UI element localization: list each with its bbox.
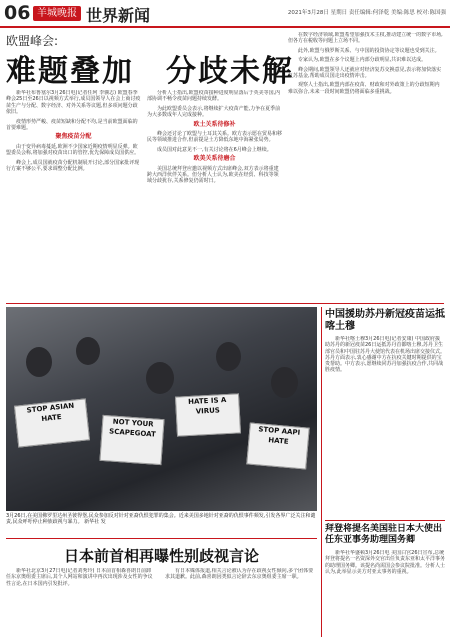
main-kicker: 欧盟峰会: bbox=[6, 34, 59, 48]
section-divider bbox=[6, 538, 317, 539]
article-subheading: 聚焦疫苗分配 bbox=[55, 133, 92, 141]
photo-caption: 3月26日,在美国佛罗里达州圣彼得堡,民众参加反对针对亚裔仇恨犯罪的集会。近来美国多地针对亚裔的仇恨事件频发,引发各界广泛关注和谴责,民众呼吁停止种族歧视与暴力。 新华社 发 bbox=[6, 513, 316, 526]
article-paragraph: 美国总统拜登应邀以视频方式出席峰会,双方表示将重建跨大西洋伙伴关系。但分析人士认为,欧美在经贸、科技等领域分歧犹存,关系修复仍需时日。 bbox=[147, 165, 279, 185]
crowd-figure bbox=[76, 337, 100, 365]
issue-date: 2021年3月28日 bbox=[287, 10, 329, 16]
article-paragraph: 观察人士指出,欧盟内部在疫苗、财政和对外政策上的分歧短期内难以弥合,未来一段时间欧盟仍将面临多重挑战。 bbox=[288, 82, 440, 95]
article-paragraph: 专家认为,欧盟在多个议题上内部分歧明显,共识难以达成。 bbox=[298, 57, 427, 64]
article-paragraph: 峰会还讨论了欧盟与土耳其关系。欧方表示愿在贸易和移民等领域推进合作,但前提是土方降低东地中海紧张局势。 bbox=[147, 131, 282, 144]
article-paragraph: 在数字经济领域,欧盟希望加强技术主权,推动建立统一的数字市场,但各方在税收等问题上立场不同。 bbox=[288, 32, 443, 45]
proofreader-credit: 校对:陈国强 bbox=[416, 10, 446, 16]
article-paragraph: 成员国对此意见不一,有关讨论将在6月峰会上继续。 bbox=[157, 146, 272, 153]
article-paragraph: 新华社喀土穆3月26日电(记者安康) 中国政府援助苏丹的新冠疫苗26日运抵苏丹首都喀土穆,苏丹卫生部官员和中国驻苏丹大使馆代表在机场出席交接仪式。苏丹方面表示,衷心感谢中方在抗疫关键时期提供的宝贵帮助。中方表示,愿继续同苏丹加强抗疫合作,共同战胜疫情。 bbox=[325, 336, 445, 374]
main-headline: 难题叠加 分歧未解 bbox=[6, 54, 294, 89]
article-paragraph: 峰会期间,欧盟领导人还就应对经济复苏交换意见,表示将加快落实复苏基金,帮助成员国走出疫情冲击。 bbox=[288, 66, 442, 80]
article-subheading: 欧美关系待磨合 bbox=[193, 155, 236, 163]
sudan-story-body bbox=[325, 336, 445, 516]
article-paragraph: 为此欧盟委员会表示,将继续扩大疫苗产能,力争在夏季前为大多数成年人完成接种。 bbox=[147, 105, 281, 119]
article-paragraph: 疫情形势严峻、疫苗短缺和分配不均,是当前欧盟面临的首要难题。 bbox=[6, 118, 138, 132]
protest-sign: HATE IS A VIRUS bbox=[175, 393, 241, 436]
japan-story-headline: 日本前首相再曝性别歧视言论 bbox=[63, 547, 259, 565]
article-subheading: 欧土关系待修补 bbox=[193, 120, 236, 128]
column-divider bbox=[321, 307, 322, 637]
protest-photo bbox=[6, 307, 317, 511]
us-japan-story-body bbox=[325, 550, 445, 636]
editor-credit: 责任编辑:何泽乾 bbox=[348, 10, 390, 16]
sudan-story-headline: 中国援助苏丹新冠疫苗运抵喀土穆 bbox=[325, 309, 445, 332]
page-number: 06 bbox=[4, 2, 31, 24]
article-paragraph: 新华社北京3月27日电(记者刘秀玲) 日本前首相森喜朗日前卸任东京奥组委主席后,其个人网站和演讲中再次出现涉及女性的争议性言论,在日本国内引发批评。 bbox=[6, 568, 153, 587]
us-japan-story-headline: 拜登将提名美国驻日本大使出任东亚事务助理国务卿 bbox=[325, 524, 443, 545]
crowd-figure bbox=[216, 342, 241, 371]
protest-sign: STOP AAPI HATE bbox=[246, 422, 309, 469]
section-divider bbox=[6, 303, 444, 304]
crowd-figure bbox=[271, 367, 298, 398]
japan-story-col1 bbox=[6, 568, 156, 636]
issue-weekday: 星期日 bbox=[330, 10, 348, 16]
main-article-col1 bbox=[6, 90, 141, 300]
japan-story-col2 bbox=[165, 568, 317, 636]
protest-sign: NOT YOUR SCAPEGOAT bbox=[99, 415, 164, 465]
article-paragraph: 此外,欧盟与俄罗斯关系、与中国的投资协定等议题也受到关注。 bbox=[298, 47, 440, 54]
main-article-col2 bbox=[147, 90, 282, 300]
section-divider bbox=[325, 520, 445, 521]
masthead-info bbox=[288, 8, 446, 16]
newspaper-logo: 羊城晚报 bbox=[33, 6, 81, 21]
section-title: 世界新闻 bbox=[86, 6, 151, 25]
masthead bbox=[0, 0, 450, 28]
article-paragraph: 有日本媒体报道,相关言论被认为存在歧视女性倾向,多个团体要求其道歉。此前,森喜朗因类似言论辞去东京奥组委主席一职。 bbox=[165, 568, 314, 581]
designer-credit: 美编:陈思 bbox=[391, 10, 415, 16]
main-article-col3 bbox=[288, 32, 444, 300]
protest-sign: STOP ASIAN HATE bbox=[14, 398, 90, 447]
crowd-figure bbox=[146, 362, 174, 394]
crowd-figure bbox=[26, 347, 52, 377]
article-paragraph: 新华社华盛顿3月26日电 美国白宫26日宣布,总统拜登将提名一名资深外交官出任负责东亚和太平洋事务的助理国务卿。该提名尚需国会参议院批准。分析人士认为,此举显示美方对亚太事务的重视。 bbox=[325, 550, 445, 575]
article-paragraph: 新华社布鲁塞尔3月26日电(记者任珂 李骥志) 欧盟春季峰会25日至26日以视频方式举行,成员国领导人在会上商讨疫苗生产与分配、数字经济、对外关系等议题,但多项问题分歧依旧。 bbox=[6, 90, 141, 116]
article-paragraph: 由于变异病毒蔓延,欧洲不少国家近期疫情明显反弹。欧盟委员会称,将加强对疫苗出口的管控,优先保障成员国供应。 bbox=[6, 143, 140, 157]
article-paragraph: 峰会上,成员国就疫苗分配机制展开讨论,部分国家批评现行方案不够公平,要求调整分配比例。 bbox=[6, 159, 140, 173]
article-paragraph: 分析人士指出,欧盟疫苗接种进度明显落后于英美等国,内部协调不畅令疫苗问题持续发酵。 bbox=[147, 90, 281, 103]
